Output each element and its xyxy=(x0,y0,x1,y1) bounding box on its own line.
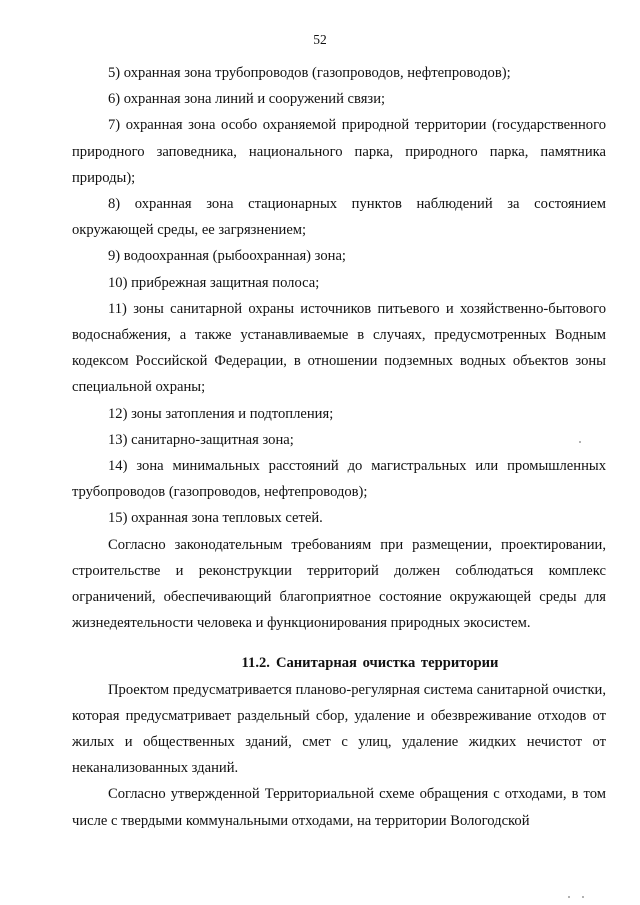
scan-speck xyxy=(579,441,581,443)
list-item: 5) охранная зона трубопроводов (газопроводов, нефтепроводов); xyxy=(108,65,511,81)
list-item: 7) охранная зона особо охраняемой природной территории (государственного природного заповедника, национального парка, природного парка, памятника природы); xyxy=(72,117,606,186)
scan-speck xyxy=(582,896,584,898)
document-body xyxy=(72,60,606,834)
section-paragraph: Согласно утвержденной Территориальной схеме обращения с отходами, в том числе с твердыми коммунальными отходами, на территории Вологодской xyxy=(72,786,606,829)
section-heading xyxy=(72,650,606,676)
section-paragraph: Проектом предусматривается планово-регулярная система санитарной очистки, которая предусматривает раздельный сбор, удаление и обезвреживание отходов от жилых и общественных зданий, смет с улиц, удаление жидких нечистот от неканализованных зданий. xyxy=(72,681,606,777)
section-title: Санитарная очистка территории xyxy=(275,655,499,672)
scan-speck xyxy=(568,896,570,898)
closing-paragraph: Согласно законодательным требованиям при размещении, проектировании, строительстве и реконструкции территорий должен соблюдаться комплекс ограничений, обеспечивающий благоприятное состояние окружающей среды для жизнедеятельности человека и функционирования природных экосистем. xyxy=(72,536,606,632)
page-number: 52 xyxy=(313,32,327,47)
list-item: 8) охранная зона стационарных пунктов наблюдений за состоянием окружающей среды, ее загрязнением; xyxy=(72,196,606,239)
list-item: 13) санитарно-защитная зона; xyxy=(108,431,294,448)
list-item: 11) зоны санитарной охраны источников питьевого и хозяйственно-бытового водоснабжения, а также устанавливаемые в случаях, предусмотренных Водным кодексом Российской Федерации, в отношении подземных водных объектов зоны специальной охраны; xyxy=(72,300,606,396)
list-item: 10) прибрежная защитная полоса; xyxy=(108,274,320,291)
section-spacer xyxy=(72,636,606,650)
list-item: 9) водоохранная (рыбоохранная) зона; xyxy=(108,248,346,265)
list-item: 14) зона минимальных расстояний до магистральных или промышленных трубопроводов (газопроводов, нефтепроводов); xyxy=(72,458,606,501)
list-item: 12) зоны затопления и подтопления; xyxy=(108,405,334,422)
list-item: 15) охранная зона тепловых сетей. xyxy=(108,510,323,527)
section-number: 11.2. xyxy=(241,655,270,672)
list-item: 6) охранная зона линий и сооружений связи; xyxy=(108,91,386,108)
